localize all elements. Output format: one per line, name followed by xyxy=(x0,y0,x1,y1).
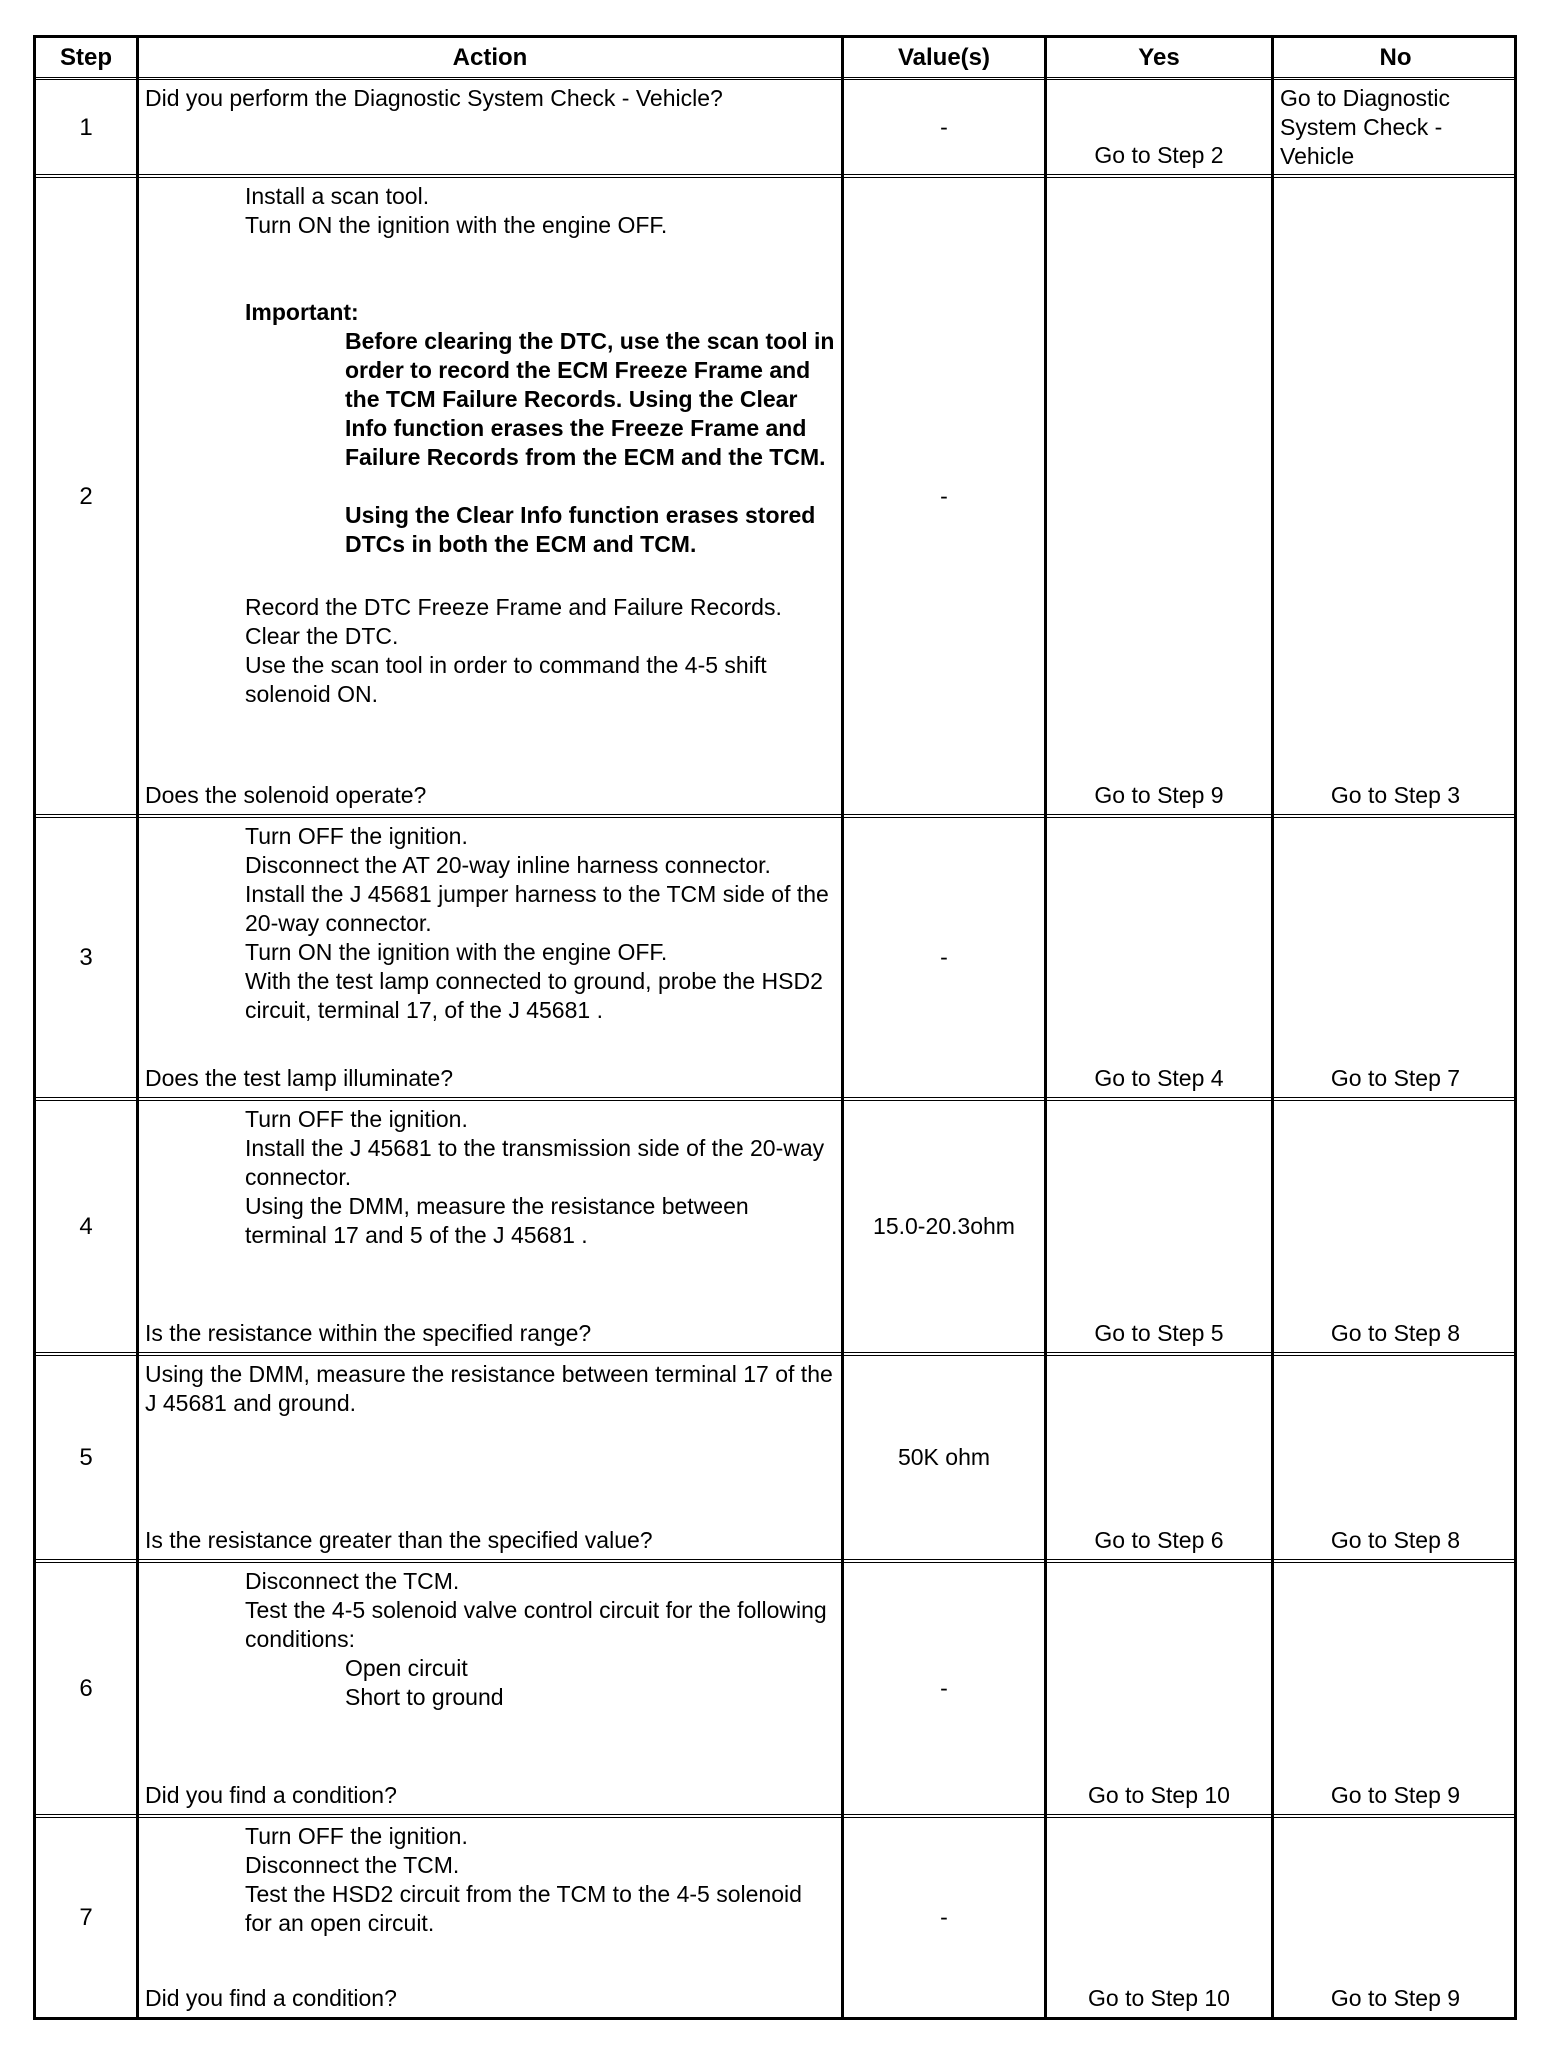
no-cell xyxy=(1274,1818,1517,2017)
no-link[interactable]: Go to Step 9 xyxy=(1330,1782,1461,1808)
no-cell xyxy=(1274,818,1517,1097)
header-action: Action xyxy=(452,44,528,71)
action-line: Test the HSD2 circuit from the TCM to the 4-5 solenoid for an open circuit. xyxy=(245,1881,802,1936)
action-line: Turn OFF the ignition. xyxy=(245,1106,468,1132)
no-cell xyxy=(1274,1356,1517,1559)
step-number: 3 xyxy=(79,944,93,971)
table-row xyxy=(36,80,1514,178)
action-question: Did you find a condition? xyxy=(145,1782,397,1808)
table-row xyxy=(36,178,1514,818)
table-row xyxy=(36,1563,1514,1818)
action-cell xyxy=(139,80,841,174)
important-label: Important: xyxy=(245,299,359,325)
value-cell: - xyxy=(940,944,948,970)
action-line: Disconnect the TCM. xyxy=(245,1852,460,1878)
action-question: Does the test lamp illuminate? xyxy=(145,1065,454,1091)
no-link[interactable]: Go to Step 8 xyxy=(1330,1527,1461,1553)
value-cell: 15.0-20.3ohm xyxy=(873,1213,1015,1239)
yes-cell xyxy=(1047,818,1271,1097)
yes-cell xyxy=(1047,1356,1271,1559)
action-line: Disconnect the TCM. xyxy=(245,1568,460,1594)
header-yes: Yes xyxy=(1138,44,1180,71)
step-number: 5 xyxy=(79,1444,93,1471)
action-question: Is the resistance within the specified range? xyxy=(145,1320,592,1346)
step-number: 4 xyxy=(79,1213,93,1240)
yes-link[interactable]: Go to Step 6 xyxy=(1094,1527,1224,1553)
action-question: Does the solenoid operate? xyxy=(145,782,427,808)
table-row xyxy=(36,1101,1514,1356)
table-row xyxy=(36,1356,1514,1563)
yes-link[interactable]: Go to Step 2 xyxy=(1094,142,1224,168)
action-cell xyxy=(139,818,841,1097)
important-text: Before clearing the DTC, use the scan tool in order to record the ECM Freeze Frame and the TCM Failure Records. Using the Clear Info function erases the Freeze Frame and Failure Records from the ECM and the TCM. xyxy=(345,328,835,470)
action-line: Record the DTC Freeze Frame and Failure Records. xyxy=(245,594,782,620)
action-question: Did you perform the Diagnostic System Check - Vehicle? xyxy=(145,85,723,111)
no-link[interactable]: Go to Step 8 xyxy=(1330,1320,1461,1346)
action-line: Install a scan tool. xyxy=(245,183,430,209)
action-cell xyxy=(139,1356,841,1559)
no-cell xyxy=(1274,1101,1517,1352)
action-question: Is the resistance greater than the specified value? xyxy=(145,1527,653,1553)
action-line: Turn OFF the ignition. xyxy=(245,1823,468,1849)
diagnostic-table xyxy=(33,35,1517,2020)
yes-cell xyxy=(1047,1563,1271,1814)
action-cell xyxy=(139,1101,841,1352)
important-text: Using the Clear Info function erases stored DTCs in both the ECM and TCM. xyxy=(345,502,816,557)
action-line: Disconnect the AT 20-way inline harness connector. xyxy=(245,852,771,878)
value-cell: 50K ohm xyxy=(897,1444,991,1470)
action-line: With the test lamp connected to ground, probe the HSD2 circuit, terminal 17, of the J 45681 . xyxy=(245,968,823,1023)
value-cell: - xyxy=(940,113,948,140)
step-number: 7 xyxy=(79,1904,93,1931)
no-cell xyxy=(1274,178,1517,814)
action-line: Use the scan tool in order to command the 4-5 shift solenoid ON. xyxy=(245,652,767,707)
header-step: Step xyxy=(59,44,112,71)
value-cell: - xyxy=(940,482,948,509)
no-link[interactable]: Go to Step 9 xyxy=(1330,1985,1461,2011)
action-line: Test the 4-5 solenoid valve control circuit for the following conditions: xyxy=(245,1597,827,1652)
no-cell xyxy=(1274,80,1517,174)
yes-link[interactable]: Go to Step 10 xyxy=(1088,1985,1230,2011)
table-header xyxy=(36,38,1514,80)
header-no: No xyxy=(1379,44,1412,71)
yes-cell xyxy=(1047,80,1271,174)
action-line: Using the DMM, measure the resistance between terminal 17 and 5 of the J 45681 . xyxy=(245,1193,749,1248)
yes-link[interactable]: Go to Step 10 xyxy=(1088,1782,1230,1808)
step-number: 1 xyxy=(79,113,93,141)
no-cell xyxy=(1274,1563,1517,1814)
header-values: Value(s) xyxy=(897,44,991,71)
step-number: 2 xyxy=(79,482,93,510)
action-line: Turn ON the ignition with the engine OFF. xyxy=(245,212,668,238)
no-link[interactable]: Go to Diagnostic System Check - Vehicle xyxy=(1280,85,1451,169)
action-cell xyxy=(139,1818,841,2017)
value-cell: - xyxy=(940,1904,948,1930)
action-line: Turn OFF the ignition. xyxy=(245,823,468,849)
action-line: Turn ON the ignition with the engine OFF. xyxy=(245,939,668,965)
yes-link[interactable]: Go to Step 9 xyxy=(1094,782,1224,808)
action-line: Using the DMM, measure the resistance between terminal 17 of the J 45681 and ground. xyxy=(145,1361,833,1416)
action-cell xyxy=(139,178,841,814)
table-row xyxy=(36,818,1514,1101)
yes-cell xyxy=(1047,178,1271,814)
sub-item: Open circuit xyxy=(345,1655,468,1681)
yes-cell xyxy=(1047,1101,1271,1352)
sub-item: Short to ground xyxy=(345,1684,504,1710)
action-line: Install the J 45681 jumper harness to the TCM side of the 20-way connector. xyxy=(245,881,829,936)
no-link[interactable]: Go to Step 3 xyxy=(1330,782,1461,808)
yes-link[interactable]: Go to Step 5 xyxy=(1094,1320,1224,1346)
value-cell: - xyxy=(940,1675,948,1701)
table-row xyxy=(36,1818,1514,2017)
no-link[interactable]: Go to Step 7 xyxy=(1330,1065,1461,1091)
action-line: Clear the DTC. xyxy=(245,623,399,649)
step-number: 6 xyxy=(79,1675,93,1702)
yes-cell xyxy=(1047,1818,1271,2017)
action-question: Did you find a condition? xyxy=(145,1985,397,2011)
yes-link[interactable]: Go to Step 4 xyxy=(1094,1065,1224,1091)
action-line: Install the J 45681 to the transmission side of the 20-way connector. xyxy=(245,1135,825,1190)
action-cell xyxy=(139,1563,841,1814)
